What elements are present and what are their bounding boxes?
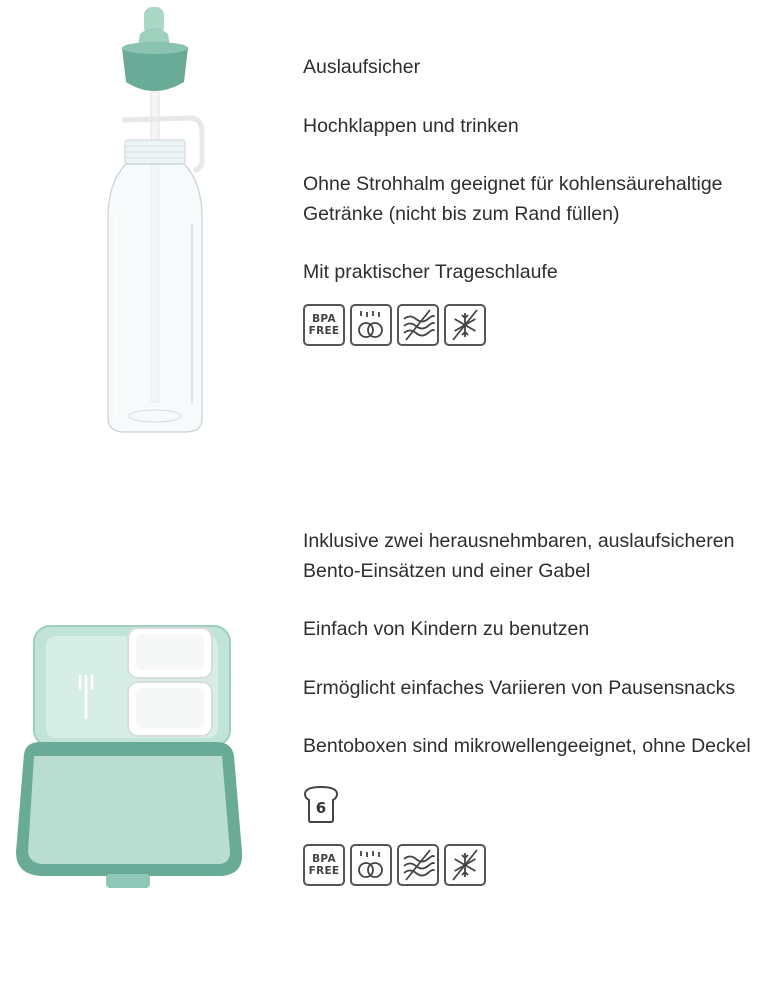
bottle-feature-list	[303, 53, 753, 346]
bpa-label: BPA	[312, 312, 336, 325]
lunchbox-care-symbols	[303, 844, 753, 886]
lunchbox-section	[0, 500, 758, 1008]
hot-liquid-icon	[397, 844, 439, 886]
lunchbox-feature: Inklusive zwei herausnehmbaren, auslaufsicheren Bento-Einsätzen und einer Gabel	[303, 530, 735, 582]
dishwasher-safe-icon	[350, 844, 392, 886]
lunchbox-feature: Bentoboxen sind mikrowellengeeignet, ohne Deckel	[303, 735, 751, 757]
lunchbox-feature: Einfach von Kindern zu benutzen	[303, 618, 590, 640]
dishwasher-safe-icon	[350, 304, 392, 346]
bread-capacity-value: 6	[315, 798, 327, 817]
free-label: FREE	[308, 324, 340, 337]
bpa-label: BPA	[312, 852, 336, 865]
lunchbox-feature: Ermöglicht einfaches Variieren von Pausensnacks	[303, 676, 736, 699]
lunchbox-feature-list	[303, 527, 753, 886]
free-label: FREE	[308, 864, 340, 877]
bottle-section	[0, 0, 758, 480]
bottle-feature: Ohne Strohhalm geeignet für kohlensäurehaltige Getränke (nicht bis zum Rand füllen)	[303, 173, 723, 225]
bento-lunchbox-image	[10, 622, 246, 894]
bpa-free-icon	[303, 844, 345, 886]
freezer-safe-icon	[444, 304, 486, 346]
bottle-feature: Hochklappen und trinken	[303, 114, 519, 137]
bottle-feature: Auslaufsicher	[303, 56, 421, 78]
hot-liquid-icon	[397, 304, 439, 346]
bread-capacity-icon	[303, 784, 339, 824]
bottle-care-symbols	[303, 304, 753, 346]
bottle-feature: Mit praktischer Trageschlaufe	[303, 261, 558, 283]
bpa-free-icon	[303, 304, 345, 346]
water-bottle-image	[100, 4, 210, 436]
freezer-safe-icon	[444, 844, 486, 886]
